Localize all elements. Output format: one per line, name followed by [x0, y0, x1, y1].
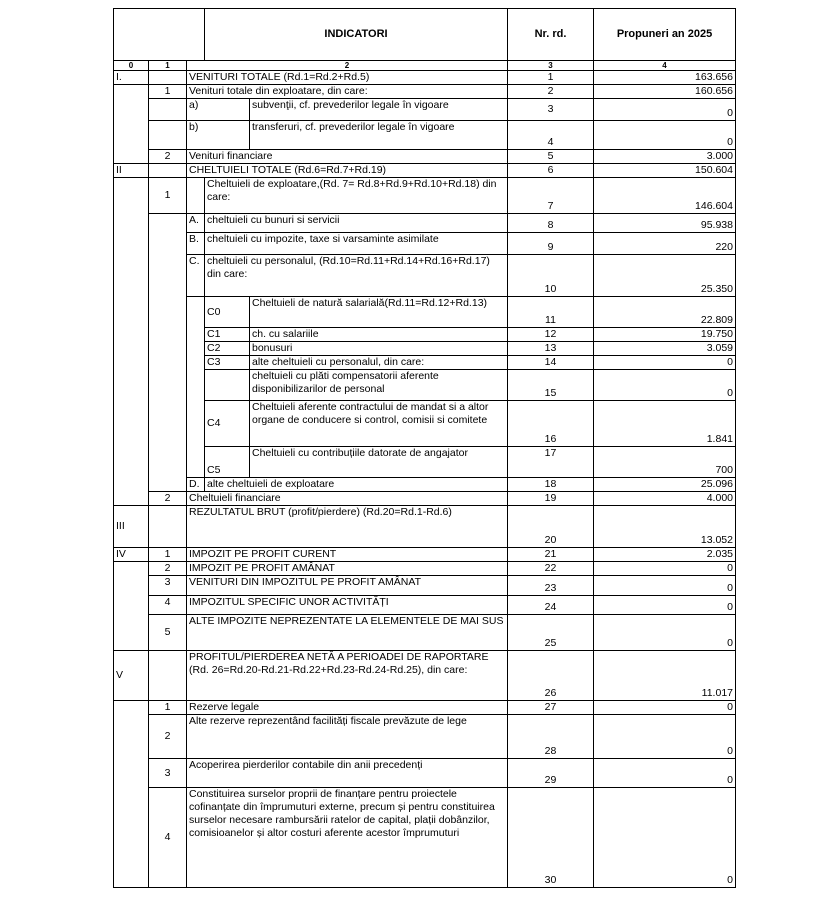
table-row	[114, 715, 736, 759]
proposal-value: 25.096	[594, 478, 736, 492]
colnum-4: 4	[594, 61, 736, 71]
section-label: II	[114, 164, 149, 178]
row-number: 28	[508, 715, 594, 759]
proposal-value: 13.052	[594, 506, 736, 548]
proposal-value: 160.656	[594, 85, 736, 99]
row-number: 30	[508, 788, 594, 888]
proposal-value: 0	[594, 121, 736, 150]
table-row	[114, 447, 736, 478]
table-row	[114, 615, 736, 651]
proposal-value: 0	[594, 370, 736, 401]
sub-letter: D.	[187, 478, 205, 492]
sub-letter: A.	[187, 214, 205, 233]
proposal-value: 0	[594, 596, 736, 615]
table-row	[114, 356, 736, 370]
indicator-label: Constituirea surselor proprii de finanțare pentru proiectele cofinanțate din împrumuturi externe, precum și pentru constituirea surselor necesare rambursării ratelor de capital, plații dobânzilor, comisioanelor și altor costuri aferente acestor împrumuturi	[187, 788, 508, 888]
proposal-value: 0	[594, 615, 736, 651]
sub-code: C0	[205, 297, 250, 328]
indicator-label: Cheltuieli aferente contractului de mandat si a altor organe de conducere si control, comisii si comitete	[250, 401, 508, 447]
row-number: 27	[508, 701, 594, 715]
table-row	[114, 328, 736, 342]
table-row	[114, 71, 736, 85]
proposal-value: 220	[594, 233, 736, 255]
colnum-2: 2	[187, 61, 508, 71]
row-number: 3	[508, 99, 594, 121]
indicator-label: ALTE IMPOZITE NEPREZENTATE LA ELEMENTELE DE MAI SUS	[187, 615, 508, 651]
header-nr-rd: Nr. rd.	[508, 9, 594, 61]
table-row	[114, 370, 736, 401]
row-number: 7	[508, 178, 594, 214]
proposal-value: 0	[594, 715, 736, 759]
table-row	[114, 150, 736, 164]
row-number: 9	[508, 233, 594, 255]
table-row	[114, 478, 736, 492]
row-number: 18	[508, 478, 594, 492]
item-number: 2	[149, 492, 187, 506]
indicator-label: CHELTUIELI TOTALE (Rd.6=Rd.7+Rd.19)	[187, 164, 508, 178]
header-empty-cell	[114, 9, 205, 61]
indicator-label: Venituri totale din exploatare, din care:	[187, 85, 508, 99]
table-row	[114, 214, 736, 233]
row-number: 10	[508, 255, 594, 297]
indicator-label: IMPOZITUL SPECIFIC UNOR ACTIVITĂȚI	[187, 596, 508, 615]
row-number: 29	[508, 759, 594, 788]
indicator-label: ch. cu salariile	[250, 328, 508, 342]
table-row	[114, 85, 736, 99]
proposal-value: 163.656	[594, 71, 736, 85]
table-row	[114, 576, 736, 596]
proposal-value: 11.017	[594, 651, 736, 701]
sub-code: C2	[205, 342, 250, 356]
row-number: 11	[508, 297, 594, 328]
indicator-label: alte cheltuieli cu personalul, din care:	[250, 356, 508, 370]
proposal-value: 700	[594, 447, 736, 478]
item-number: 2	[149, 150, 187, 164]
row-number: 6	[508, 164, 594, 178]
colnum-3: 3	[508, 61, 594, 71]
indicator-label: REZULTATUL BRUT (profit/pierdere) (Rd.20=Rd.1-Rd.6)	[187, 506, 508, 548]
row-number: 2	[508, 85, 594, 99]
item-number: 5	[149, 615, 187, 651]
indicator-label: VENITURI TOTALE (Rd.1=Rd.2+Rd.5)	[187, 71, 508, 85]
row-number: 19	[508, 492, 594, 506]
item-number: 1	[149, 178, 187, 214]
indicator-label: cheltuieli cu bunuri si servicii	[205, 214, 508, 233]
proposal-value: 4.000	[594, 492, 736, 506]
indicator-label: IMPOZIT PE PROFIT AMÂNAT	[187, 562, 508, 576]
indicator-label: subvenţii, cf. prevederilor legale în vigoare	[250, 99, 508, 121]
indicator-label: cheltuieli cu personalul, (Rd.10=Rd.11+Rd.14+Rd.16+Rd.17) din care:	[205, 255, 508, 297]
table-row	[114, 651, 736, 701]
row-number: 4	[508, 121, 594, 150]
indicator-label: Venituri financiare	[187, 150, 508, 164]
sub-code	[205, 370, 250, 401]
row-number: 12	[508, 328, 594, 342]
table-row	[114, 401, 736, 447]
proposal-value: 146.604	[594, 178, 736, 214]
proposal-value: 3.059	[594, 342, 736, 356]
table-row	[114, 759, 736, 788]
proposal-value: 3.000	[594, 150, 736, 164]
table-row	[114, 492, 736, 506]
indicator-label: Alte rezerve reprezentând facilități fiscale prevăzute de lege	[187, 715, 508, 759]
item-number: 1	[149, 85, 187, 99]
sub-letter: a)	[187, 99, 250, 121]
indicator-label: alte cheltuieli de exploatare	[205, 478, 508, 492]
item-number: 3	[149, 759, 187, 788]
indicator-label: Cheltuieli de exploatare,(Rd. 7= Rd.8+Rd.9+Rd.10+Rd.18) din care:	[205, 178, 508, 214]
sub-letter: B.	[187, 233, 205, 255]
row-number: 5	[508, 150, 594, 164]
indicator-label: IMPOZIT PE PROFIT CURENT	[187, 548, 508, 562]
item-number: 2	[149, 562, 187, 576]
row-number: 22	[508, 562, 594, 576]
proposal-value: 2.035	[594, 548, 736, 562]
indicator-label: Rezerve legale	[187, 701, 508, 715]
item-number: 4	[149, 596, 187, 615]
indicator-label: transferuri, cf. prevederilor legale în vigoare	[250, 121, 508, 150]
item-number: 4	[149, 788, 187, 888]
row-number: 24	[508, 596, 594, 615]
row-number: 13	[508, 342, 594, 356]
table-row	[114, 121, 736, 150]
table-row	[114, 548, 736, 562]
proposal-value: 0	[594, 562, 736, 576]
indicator-label: bonusuri	[250, 342, 508, 356]
sub-code: C4	[205, 401, 250, 447]
section-label: I.	[114, 71, 149, 85]
row-number: 8	[508, 214, 594, 233]
indicator-label: Cheltuieli de natură salarială(Rd.11=Rd.12+Rd.13)	[250, 297, 508, 328]
section-label: IV	[114, 548, 149, 562]
proposal-value: 0	[594, 788, 736, 888]
table-row	[114, 178, 736, 214]
row-number: 17	[508, 447, 594, 478]
proposal-value: 1.841	[594, 401, 736, 447]
sub-code: C3	[205, 356, 250, 370]
indicator-label: cheltuieli cu impozite, taxe si varsaminte asimilate	[205, 233, 508, 255]
table-row	[114, 562, 736, 576]
colnum-0: 0	[114, 61, 149, 71]
proposal-value: 25.350	[594, 255, 736, 297]
item-number: 1	[149, 701, 187, 715]
item-number: 3	[149, 576, 187, 596]
section-label: III	[114, 506, 149, 548]
indicator-label: VENITURI DIN IMPOZITUL PE PROFIT AMÂNAT	[187, 576, 508, 596]
row-number: 25	[508, 615, 594, 651]
row-number: 15	[508, 370, 594, 401]
header-row	[114, 9, 736, 61]
table-row	[114, 788, 736, 888]
proposal-value: 0	[594, 576, 736, 596]
sub-letter: C.	[187, 255, 205, 297]
sub-letter: b)	[187, 121, 250, 150]
indicator-label: Acoperirea pierderilor contabile din anii precedenți	[187, 759, 508, 788]
row-number: 26	[508, 651, 594, 701]
item-number: 1	[149, 548, 187, 562]
sub-code: C5	[205, 447, 250, 478]
row-number: 14	[508, 356, 594, 370]
table-row	[114, 164, 736, 178]
table-row	[114, 99, 736, 121]
indicator-label: cheltuieli cu plăti compensatorii aferente disponibilizarilor de personal	[250, 370, 508, 401]
row-number: 20	[508, 506, 594, 548]
table-row	[114, 255, 736, 297]
section-label: V	[114, 651, 149, 701]
proposal-value: 0	[594, 356, 736, 370]
budget-indicators-table	[113, 8, 736, 888]
proposal-value: 0	[594, 99, 736, 121]
row-number: 23	[508, 576, 594, 596]
proposal-value: 19.750	[594, 328, 736, 342]
header-propuneri: Propuneri an 2025	[594, 9, 736, 61]
column-number-row	[114, 61, 736, 71]
row-number: 1	[508, 71, 594, 85]
proposal-value: 22.809	[594, 297, 736, 328]
table-row	[114, 596, 736, 615]
indicator-label: Cheltuieli financiare	[187, 492, 508, 506]
indicator-label: PROFITUL/PIERDEREA NETĂ A PERIOADEI DE RAPORTARE (Rd. 26=Rd.20-Rd.21-Rd.22+Rd.23-Rd.24-Rd.25), din care:	[187, 651, 508, 701]
header-indicatori: INDICATORI	[205, 9, 508, 61]
proposal-value: 150.604	[594, 164, 736, 178]
indicator-label: Cheltuieli cu contribuțiile datorate de angajator	[250, 447, 508, 478]
table-row	[114, 297, 736, 328]
colnum-1: 1	[149, 61, 187, 71]
table-row	[114, 342, 736, 356]
proposal-value: 95.938	[594, 214, 736, 233]
row-number: 16	[508, 401, 594, 447]
proposal-value: 0	[594, 701, 736, 715]
proposal-value: 0	[594, 759, 736, 788]
item-number: 2	[149, 715, 187, 759]
table-row	[114, 233, 736, 255]
table-row	[114, 701, 736, 715]
row-number: 21	[508, 548, 594, 562]
sub-code: C1	[205, 328, 250, 342]
table-row	[114, 506, 736, 548]
